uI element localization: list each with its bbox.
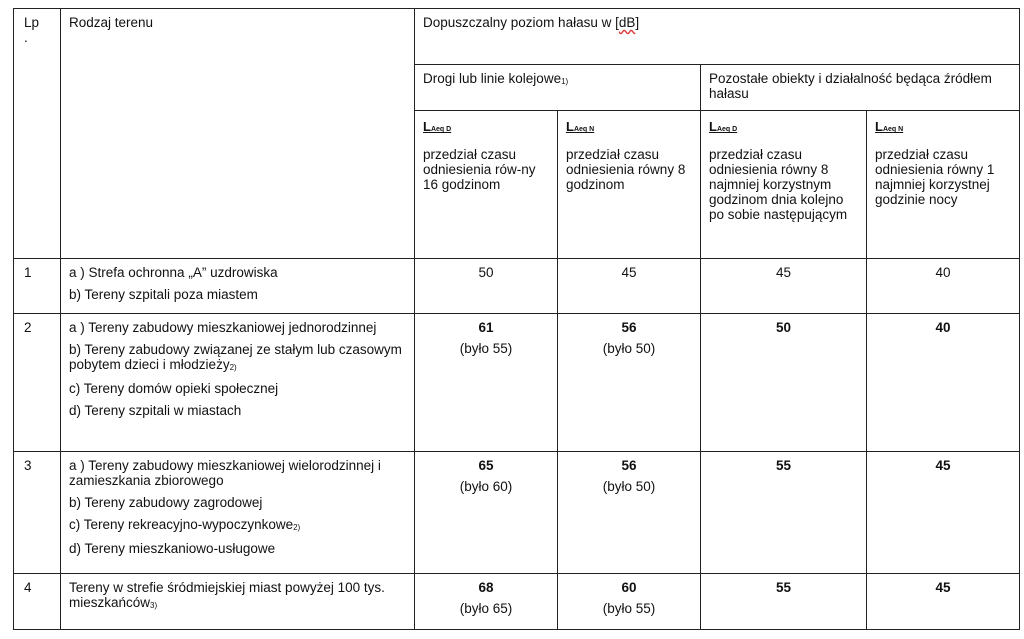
column-description: przedział czasu odniesienia równy 1 najmniej korzystnej godzinie nocy: [875, 147, 995, 207]
terrain-item-text: d) Tereny mieszkaniowo-usługowe: [69, 541, 276, 556]
row-lp: 1: [14, 259, 61, 314]
terrain-item-text: Tereny w strefie śródmiejskiej miast powyżej 100 tys. mieszkańców: [69, 580, 385, 610]
header-col-2: [558, 111, 701, 259]
noise-limit-value: 56: [621, 320, 637, 335]
row-value-col-3: [701, 452, 867, 574]
leq-symbol-sub: Aeq N: [882, 126, 904, 133]
row-lp: 2: [14, 314, 61, 452]
leq-symbol-letter: L: [566, 119, 574, 134]
noise-limit-value: 55: [775, 458, 792, 473]
noise-limits-table: [13, 8, 1020, 630]
terrain-item-text: a ) Strefa ochronna „A” uzdrowiska: [69, 265, 278, 280]
row-value-col-4: [867, 452, 1020, 574]
footnote-ref: 3): [150, 601, 158, 610]
terrain-item-text: a ) Tereny zabudowy mieszkaniowej jednorodzinnej: [69, 320, 377, 335]
terrain-item: [69, 458, 406, 488]
terrain-item: [69, 381, 406, 396]
terrain-item-text: c) Tereny domów opieki społecznej: [69, 381, 279, 396]
column-description: przedział czasu odniesienia rów-ny 16 godzinom: [423, 147, 536, 192]
row-terrain-types: [61, 452, 415, 574]
table-row: [14, 259, 1020, 314]
leq-symbol: [875, 119, 1011, 137]
terrain-item: [69, 517, 406, 534]
table-row: [14, 314, 1020, 452]
row-terrain-types: [61, 314, 415, 452]
row-value-col-3: [701, 574, 867, 630]
noise-limit-value: 56: [621, 458, 637, 473]
row-value-col-4: [867, 574, 1020, 630]
header-dopuszczalny-unit: dB: [618, 15, 636, 30]
leq-symbol: [709, 119, 858, 137]
header-lp-label: Lp: [24, 15, 40, 30]
terrain-item-text: b) Tereny zabudowy zagrodowej: [69, 495, 263, 510]
header-pozostale-label: Pozostałe obiekty i działalność będąca źródłem hałasu: [709, 71, 992, 101]
row-value-col-2: [558, 314, 701, 452]
leq-symbol-sub: Aeq D: [716, 126, 738, 133]
noise-limit-value: 60: [621, 580, 637, 595]
leq-symbol-letter: L: [709, 119, 717, 134]
terrain-item-text: c) Tereny rekreacyjno-wypoczynkowe: [69, 517, 294, 532]
noise-limit-value: 45: [775, 265, 792, 280]
previous-value: (było 55): [459, 341, 513, 356]
header-dopuszczalny-label: Dopuszczalny poziom hałasu w [: [423, 15, 619, 30]
row-value-col-2: [558, 574, 701, 630]
header-drogi-label: Drogi lub linie kolejowe: [423, 71, 562, 86]
row-value-col-4: [867, 259, 1020, 314]
previous-value: (było 60): [459, 479, 513, 494]
footnote-ref: 2): [293, 523, 301, 532]
leq-symbol-letter: L: [423, 119, 431, 134]
column-description: przedział czasu odniesienia równy 8 godzinom: [566, 147, 686, 192]
row-value-col-3: [701, 259, 867, 314]
header-drogi: [415, 65, 701, 111]
noise-limit-value: 65: [478, 458, 494, 473]
terrain-item: [69, 403, 406, 418]
row-value-col-1: [415, 314, 558, 452]
header-col-4: [867, 111, 1020, 259]
header-pozostale: [701, 65, 1020, 111]
row-lp: 4: [14, 574, 61, 630]
row-terrain-types: [61, 574, 415, 630]
terrain-item-text: b) Tereny zabudowy związanej ze stałym lub czasowym pobytem dzieci i młodzieży: [69, 342, 402, 372]
terrain-item-text: a ) Tereny zabudowy mieszkaniowej wielorodzinnej i zamieszkania zbiorowego: [69, 458, 381, 488]
noise-limit-value: 45: [935, 580, 951, 595]
terrain-item: [69, 287, 406, 302]
footnote-ref: 2): [229, 363, 237, 372]
row-value-col-1: [415, 574, 558, 630]
leq-symbol-sub: Aeq N: [573, 126, 595, 133]
terrain-item: [69, 495, 406, 510]
previous-value: (było 50): [602, 479, 656, 494]
noise-limit-value: 50: [478, 265, 494, 280]
noise-limit-value: 68: [478, 580, 494, 595]
header-row-top: [14, 9, 1020, 65]
terrain-item-text: d) Tereny szpitali w miastach: [69, 403, 242, 418]
header-lp: [14, 9, 61, 259]
noise-limit-value: 40: [935, 265, 951, 280]
header-col-1: [415, 111, 558, 259]
row-lp: 3: [14, 452, 61, 574]
noise-limit-value: 40: [935, 320, 951, 335]
leq-symbol-letter: L: [875, 119, 883, 134]
row-terrain-types: [61, 259, 415, 314]
table-row: [14, 574, 1020, 630]
terrain-item: [69, 580, 406, 612]
header-drogi-sup: 1): [561, 77, 569, 86]
header-lp-dot: .: [24, 30, 28, 45]
noise-limit-value: 50: [775, 320, 792, 335]
table-row: [14, 452, 1020, 574]
row-value-col-4: [867, 314, 1020, 452]
noise-limit-value: 55: [775, 580, 792, 595]
row-value-col-1: [415, 452, 558, 574]
noise-limit-value: 61: [478, 320, 494, 335]
header-col-3: [701, 111, 867, 259]
terrain-item: [69, 342, 406, 374]
leq-symbol-sub: Aeq D: [430, 126, 452, 133]
terrain-item: [69, 320, 406, 335]
previous-value: (było 55): [602, 601, 656, 616]
column-description: przedział czasu odniesienia równy 8 najmniej korzystnym godzinom dnia kolejno po sobie następującym: [709, 147, 848, 222]
previous-value: (było 50): [602, 341, 656, 356]
terrain-item: [69, 265, 406, 280]
header-dopuszczalny: [415, 9, 1020, 65]
header-rodzaj: [61, 9, 415, 259]
row-value-col-2: [558, 452, 701, 574]
leq-symbol: [423, 119, 549, 137]
noise-limit-value: 45: [621, 265, 637, 280]
row-value-col-3: [701, 314, 867, 452]
header-dopuszczalny-end: ]: [635, 15, 640, 30]
leq-symbol: [566, 119, 692, 137]
previous-value: (było 65): [459, 601, 513, 616]
terrain-item-text: b) Tereny szpitali poza miastem: [69, 287, 258, 302]
row-value-col-2: [558, 259, 701, 314]
row-value-col-1: [415, 259, 558, 314]
header-rodzaj-label: Rodzaj terenu: [69, 15, 154, 30]
terrain-item: [69, 541, 406, 556]
noise-limit-value: 45: [935, 458, 951, 473]
